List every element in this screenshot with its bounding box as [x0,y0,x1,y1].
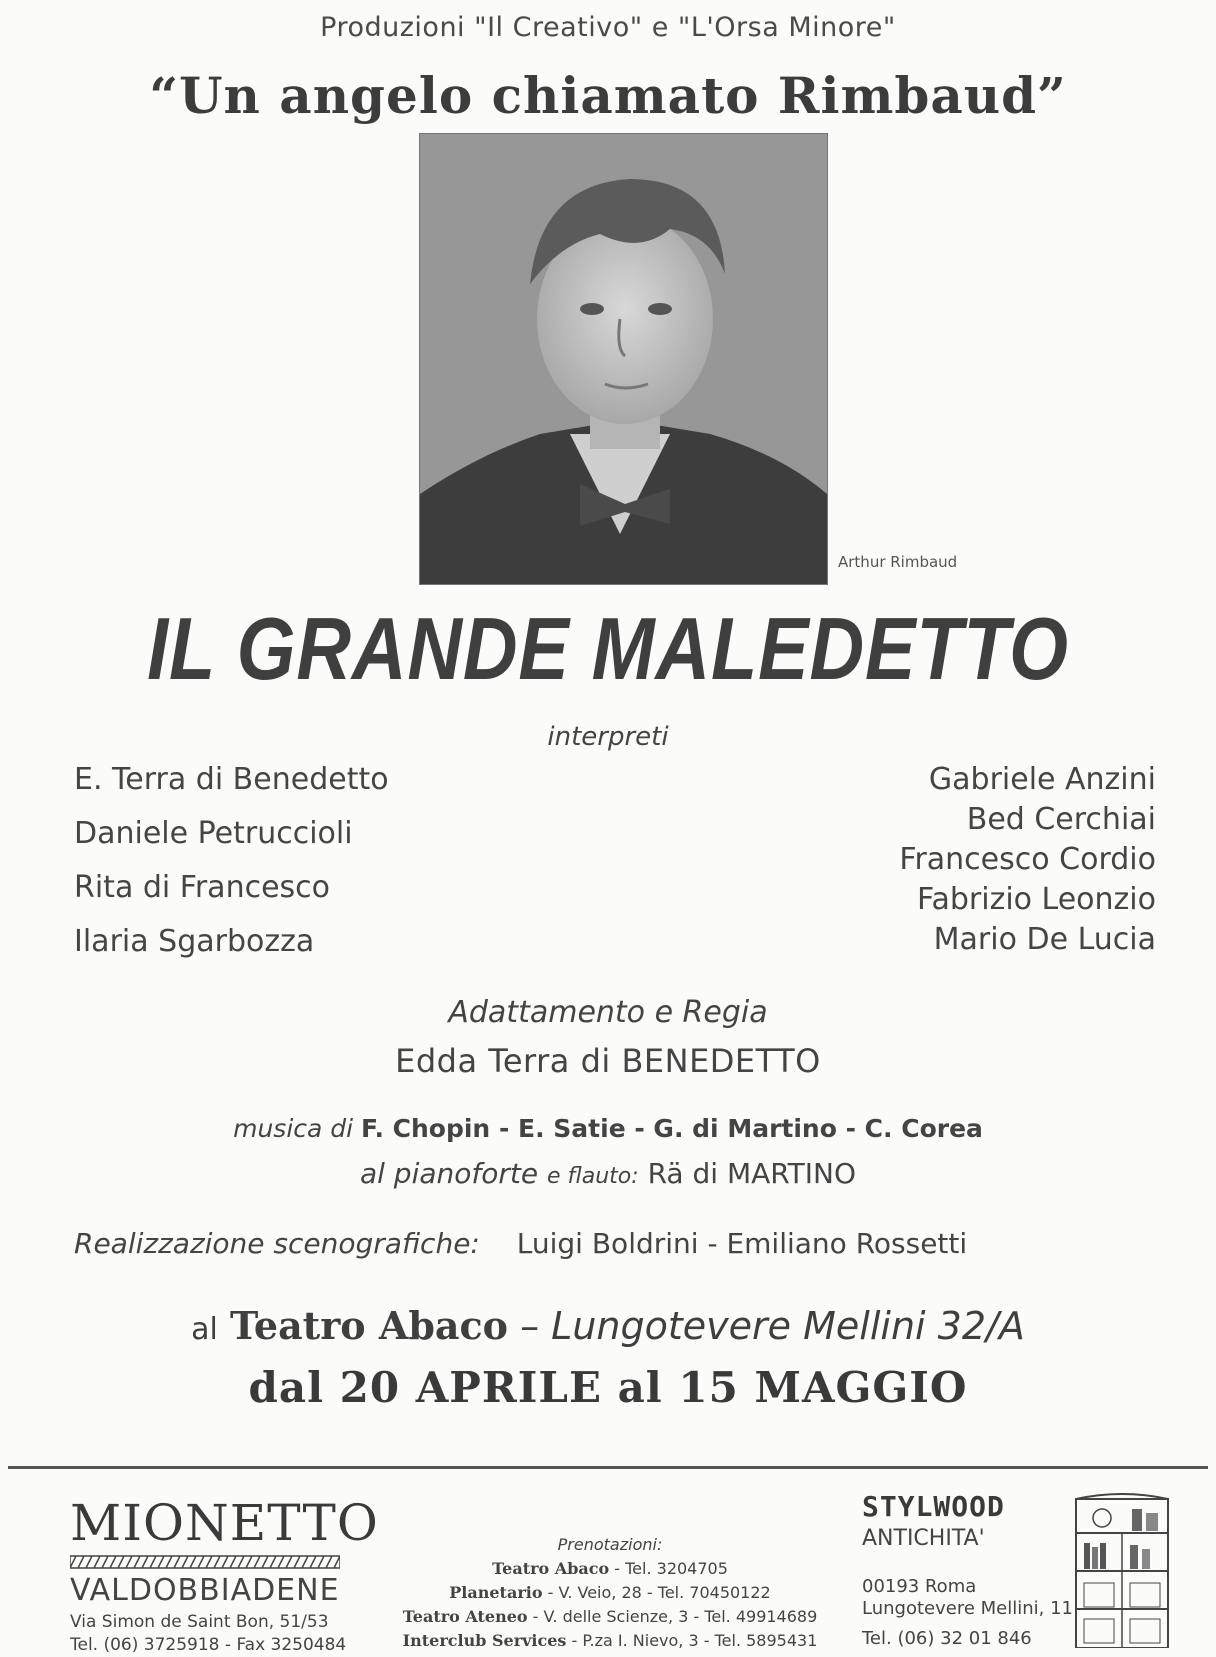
booking-details: - Tel. 3204705 [609,1559,728,1578]
sets-names: Luigi Boldrini - Emiliano Rossetti [516,1227,968,1260]
music-label: musica di [233,1114,354,1143]
cast-label: interpreti [547,722,669,752]
set-design-credits [74,1227,967,1260]
booking-info [390,1533,830,1653]
cast-member: Mario De Lucia [933,922,1156,957]
cast-list-right [899,762,1156,962]
booking-details: - P.za I. Nievo, 3 - Tel. 5895431 [566,1631,818,1650]
booking-label: Prenotazioni: [557,1535,663,1554]
performer-credits [0,1157,1216,1190]
sponsor-logo-stylwood: STYLWOOD [862,1490,1005,1523]
booking-line [390,1557,830,1581]
phone-line: Tel. (06) 32 01 846 [862,1628,1032,1649]
booking-line [390,1581,830,1605]
music-credits [0,1114,1216,1143]
direction-label: Adattamento e Regia [448,995,768,1030]
booking-details: - V. Veio, 28 - Tel. 70450122 [542,1583,771,1602]
venue-prefix: al [191,1312,218,1347]
street-line: Lungotevere Mellini, 11 [862,1598,1073,1619]
cast-member: Francesco Cordio [899,842,1156,877]
phone-line: Tel. (06) 3725918 - Fax 3250484 [70,1635,347,1655]
cast-member: Bed Cerchiai [966,802,1156,837]
photo-caption: Arthur Rimbaud [838,553,958,571]
bookcase-icon [1072,1493,1172,1648]
sponsor-address [70,1611,346,1657]
venue-address: – Lungotevere Mellini 32/A [520,1304,1025,1348]
performer-name: Rä di MARTINO [647,1157,857,1190]
sponsor-subtitle: VALDOBBIADENE [70,1573,340,1608]
city-line: 00193 Roma [862,1576,977,1597]
rimbaud-portrait [419,133,828,585]
booking-venue: Teatro Abaco [492,1559,610,1578]
cast-member: Ilaria Sgarbozza [74,924,315,959]
cast-member: Fabrizio Leonzio [916,882,1156,917]
booking-venue: Teatro Ateneo [402,1607,528,1626]
piano-label: al pianoforte [359,1157,539,1190]
booking-line [390,1629,830,1653]
venue-name: Teatro Abaco [229,1303,508,1348]
cast-member: E. Terra di Benedetto [74,762,389,797]
footer-divider [8,1466,1208,1469]
portrait-illustration [420,134,827,584]
booking-details: - V. delle Scienze, 3 - Tel. 49914689 [527,1607,818,1626]
booking-line [390,1605,830,1629]
sponsor-subtitle: ANTICHITA' [862,1526,985,1551]
flute-label: e flauto: [547,1164,639,1189]
producers-line: Produzioni "Il Creativo" e "L'Orsa Minore" [320,12,896,43]
cast-member: Gabriele Anzini [928,762,1156,797]
sponsor-logo-mionetto: MIONETTO [70,1494,379,1552]
sets-label: Realizzazione scenografiche: [74,1227,480,1260]
main-title: IL GRANDE MALEDETTO [147,599,1069,698]
address-line: Via Simon de Saint Bon, 51/53 [70,1612,329,1632]
booking-venue: Planetario [449,1583,543,1602]
show-subtitle: “Un angelo chiamato Rimbaud” [149,66,1067,125]
director-name: Edda Terra di BENEDETTO [395,1042,821,1080]
sponsor-address [862,1576,1073,1650]
booking-venue: Interclub Services [402,1631,567,1650]
composers: F. Chopin - E. Satie - G. di Martino - C. Corea [361,1114,983,1143]
show-dates: dal 20 APRILE al 15 MAGGIO [248,1363,968,1412]
cast-member: Daniele Petruccioli [74,816,353,851]
venue-line [0,1303,1216,1348]
rope-ornament-icon [70,1555,340,1569]
cast-list-left [74,762,389,978]
cast-member: Rita di Francesco [74,870,331,905]
